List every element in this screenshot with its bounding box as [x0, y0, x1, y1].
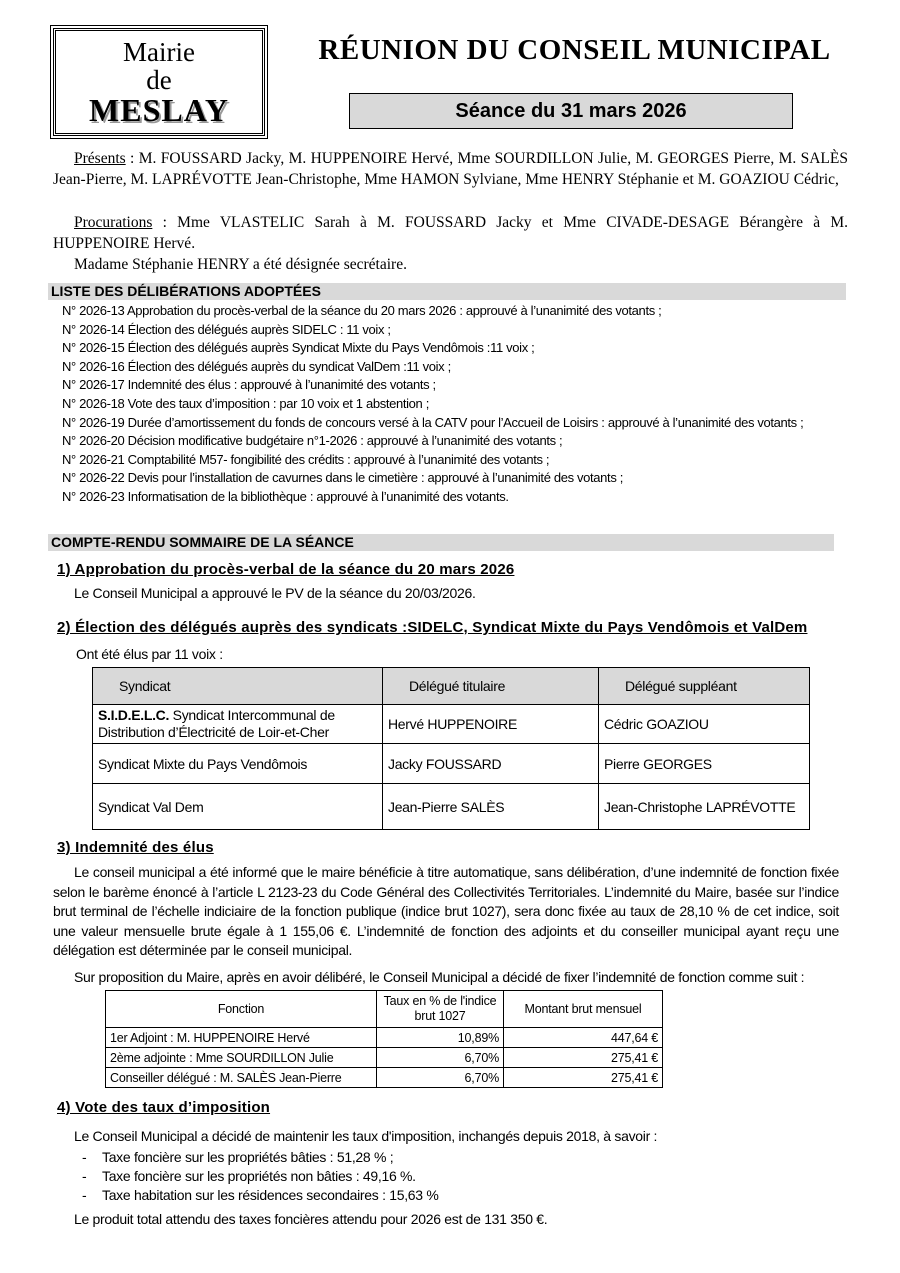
procurations-paragraph	[53, 212, 848, 254]
logo-line: MESLAY	[89, 92, 229, 128]
section-heading-3: 3) Indemnité des élus	[57, 839, 214, 856]
montant-cell: 447,64 €	[504, 1028, 663, 1048]
section-4-text: Le Conseil Municipal a décidé de maintenir les taux d'imposition, inchangés depuis 2018, à savoir :	[74, 1128, 658, 1144]
column-header: Montant brut mensuel	[504, 991, 663, 1028]
deliberation-item: N° 2026-13 Approbation du procès-verbal de la séance du 20 mars 2026 : approuvé à l’unanimité des votants ;	[62, 303, 662, 318]
syndicat-name: Syndicat Intercommunal de Distribution d’Électricité de Loir-et-Cher	[98, 707, 335, 740]
deliberation-item: N° 2026-18 Vote des taux d’imposition : par 10 voix et 1 abstention ;	[62, 395, 429, 411]
taux-cell: 6,70%	[377, 1048, 504, 1068]
deliberation-item: N° 2026-19 Durée d’amortissement du fonds de concours versé à la CATV pour l’Accueil de Loisirs : approuvé à l’unanimité des votants ;	[62, 414, 804, 430]
section-3-text2: Sur proposition du Maire, après en avoir délibéré, le Conseil Municipal a décidé de fixer l’indemnité de fonction comme suit :	[74, 969, 805, 985]
deliberations-list	[62, 302, 803, 507]
deliberation-item: N° 2026-16 Élection des délégués auprès du syndicat ValDem :11 voix ;	[62, 358, 451, 374]
deliberation-item: N° 2026-23 Informatisation de la bibliothèque : approuvé à l’unanimité des votants.	[62, 488, 509, 504]
fonction-cell: 2ème adjointe : Mme SOURDILLON Julie	[106, 1048, 377, 1068]
table-row	[93, 744, 810, 784]
suppleant-cell: Jean-Christophe LAPRÉVOTTE	[599, 784, 810, 830]
deliberations-section-bar: LISTE DES DÉLIBÉRATIONS ADOPTÉES	[48, 283, 846, 300]
suppleant-cell: Cédric GOAZIOU	[599, 705, 810, 744]
taux-cell: 6,70%	[377, 1068, 504, 1088]
secretary-text: Madame Stéphanie HENRY a été désignée secrétaire.	[74, 256, 407, 273]
table-row	[93, 705, 810, 744]
titulaire-cell: Jacky FOUSSARD	[383, 744, 599, 784]
list-item: - Taxe habitation sur les résidences secondaires : 15,63 %	[68, 1186, 439, 1205]
section-4-total: Le produit total attendu des taxes foncières attendu pour 2026 est de 131 350 €.	[74, 1211, 548, 1227]
deliberation-item: N° 2026-20 Décision modificative budgétaire n°1-2026 : approuvé à l’unanimité des votants ;	[62, 433, 563, 449]
syndicat-name: Syndicat Val Dem	[93, 784, 383, 830]
deliberation-item: N° 2026-22 Devis pour l’installation de cavurnes dans le cimetière : approuvé à l’unanimité des votants ;	[62, 470, 623, 486]
titulaire-cell: Jean-Pierre SALÈS	[383, 784, 599, 830]
titulaire-cell: Hervé HUPPENOIRE	[383, 705, 599, 744]
table-row	[106, 1028, 663, 1048]
section-2-intro: Ont été élus par 11 voix :	[76, 646, 223, 662]
table-header-row	[106, 991, 663, 1028]
list-item: - Taxe foncière sur les propriétés non bâties : 49,16 %.	[68, 1167, 439, 1186]
presents-text: : M. FOUSSARD Jacky, M. HUPPENOIRE Hervé, Mme SOURDILLON Julie, M. GEORGES Pierre, M. SALÈS Jean-Pierre, M. LAPRÉVOTTE Jean-Christophe, Mme HAMON Sylviane, Mme HENRY Stéphanie et M. GOAZIOU Cédric,	[53, 150, 848, 188]
tax-rates-list	[68, 1148, 439, 1205]
fonction-cell: 1er Adjoint : M. HUPPENOIRE Hervé	[106, 1028, 377, 1048]
table-row	[106, 1048, 663, 1068]
page-title: RÉUNION DU CONSEIL MUNICIPAL	[318, 34, 831, 66]
section-heading-1: 1) Approbation du procès-verbal de la séance du 20 mars 2026	[57, 561, 515, 578]
column-header: Syndicat	[93, 668, 383, 705]
column-header: Taux en % de l'indice brut 1027	[377, 991, 504, 1028]
deliberation-item: N° 2026-15 Élection des délégués auprès Syndicat Mixte du Pays Vendômois :11 voix ;	[62, 340, 535, 356]
logo-line: Mairie	[123, 37, 195, 67]
montant-cell: 275,41 €	[504, 1048, 663, 1068]
deliberation-item: N° 2026-14 Élection des délégués auprès SIDELC : 11 voix ;	[62, 321, 391, 337]
column-header: Fonction	[106, 991, 377, 1028]
column-header: Délégué titulaire	[383, 668, 599, 705]
mairie-logo	[53, 28, 265, 136]
table-row	[93, 784, 810, 830]
suppleant-cell: Pierre GEORGES	[599, 744, 810, 784]
section-3-text: Le conseil municipal a été informé que le maire bénéficie à titre automatique, sans délibération, d’une indemnité de fonction fixée selon le barème énoncé à l’article L 2123-23 du Code Général des Collectivités Territoriales. L’indemnité du Maire, basée sur l’indice brut terminal de l’échelle indiciaire de la fonction publique (indice brut 1027), sera donc fixée au taux de 28,10 % de cet indice, soit une valeur mensuelle brute égale à 1 155,06 €. L’indemnité de fonction des adjoints et du conseiller municipal ayant reçu une délégation est déterminée par le conseil municipal.	[53, 864, 839, 958]
deliberation-item: N° 2026-17 Indemnité des élus : approuvé à l’unanimité des votants ;	[62, 377, 436, 393]
syndicat-acronym: S.I.D.E.L.C.	[98, 707, 170, 723]
table-row	[106, 1068, 663, 1088]
table-header-row	[93, 668, 810, 705]
procurations-text: : Mme VLASTELIC Sarah à M. FOUSSARD Jacky et Mme CIVADE-DESAGE Bérangère à M. HUPPENOIRE Hervé.	[53, 214, 848, 252]
section-heading-2: 2) Élection des délégués auprès des syndicats :SIDELC, Syndicat Mixte du Pays Vendômois et ValDem	[57, 619, 808, 636]
presents-label: Présents	[74, 150, 126, 167]
procurations-label: Procurations	[74, 214, 153, 231]
deliberation-item: N° 2026-21 Comptabilité M57- fongibilité des crédits : approuvé à l’unanimité des votants ;	[62, 451, 550, 467]
presents-paragraph	[53, 148, 848, 190]
section-heading-4: 4) Vote des taux d’imposition	[57, 1099, 271, 1116]
indemnity-table	[105, 990, 663, 1088]
fonction-cell: Conseiller délégué : M. SALÈS Jean-Pierre	[106, 1068, 377, 1088]
syndicat-name: Syndicat Mixte du Pays Vendômois	[93, 744, 383, 784]
montant-cell: 275,41 €	[504, 1068, 663, 1088]
taux-cell: 10,89%	[377, 1028, 504, 1048]
delegates-table	[92, 667, 810, 830]
seance-date: Séance du 31 mars 2026	[349, 93, 793, 129]
summary-section-bar: COMPTE-RENDU SOMMAIRE DE LA SÉANCE	[48, 534, 834, 551]
section-1-text: Le Conseil Municipal a approuvé le PV de la séance du 20/03/2026.	[74, 585, 476, 601]
list-item: - Taxe foncière sur les propriétés bâties : 51,28 % ;	[68, 1148, 439, 1167]
logo-line: de	[146, 65, 172, 95]
column-header: Délégué suppléant	[599, 668, 810, 705]
